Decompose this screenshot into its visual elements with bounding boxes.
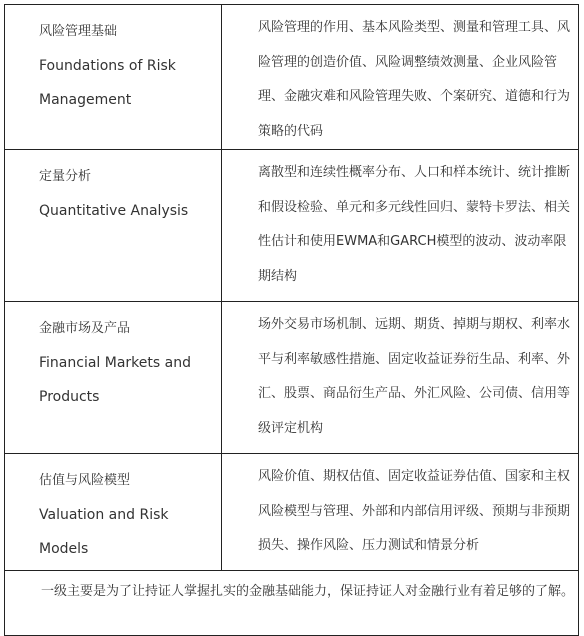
topic-name-en: Valuation and Risk Models bbox=[39, 507, 169, 557]
table-row bbox=[5, 571, 579, 636]
topic-name-zh: 估值与风险模型 bbox=[39, 473, 131, 488]
exam-topics-table bbox=[4, 4, 579, 636]
topic-name-en: Foundations of Risk Management bbox=[39, 58, 176, 108]
topic-content-cell: 风险价值、期权估值、固定收益证券估值、国家和主权风险模型与管理、外部和内部信用评级、预期与非预期损失、操作风险、压力测试和情景分析 bbox=[222, 454, 579, 571]
table-row bbox=[5, 150, 579, 302]
topic-name-en: Financial Markets and Products bbox=[39, 355, 191, 405]
summary-note: 一级主要是为了让持证人掌握扎实的金融基础能力，保证持证人对金融行业有着足够的了解。 bbox=[5, 571, 579, 636]
topic-name-cell bbox=[5, 150, 222, 302]
topic-content-cell: 风险管理的作用、基本风险类型、测量和管理工具、风险管理的创造价值、风险调整绩效测量、企业风险管理、金融灾难和风险管理失败、个案研究、道德和行为策略的代码 bbox=[222, 5, 579, 150]
topic-name-zh: 风险管理基础 bbox=[39, 24, 118, 39]
topic-content-cell: 离散型和连续性概率分布、人口和样本统计、统计推断和假设检验、单元和多元线性回归、蒙特卡罗法、相关性估计和使用EWMA和GARCH模型的波动、波动率限期结构 bbox=[222, 150, 579, 302]
topic-name-cell bbox=[5, 5, 222, 150]
table-row bbox=[5, 302, 579, 454]
topic-name-cell bbox=[5, 454, 222, 571]
topic-name-en: Quantitative Analysis bbox=[39, 203, 189, 219]
topic-content-cell: 场外交易市场机制、远期、期货、掉期与期权、利率水平与利率敏感性措施、固定收益证券衍生品、利率、外汇、股票、商品衍生产品、外汇风险、公司债、信用等级评定机构 bbox=[222, 302, 579, 454]
table-row bbox=[5, 454, 579, 571]
table-row bbox=[5, 5, 579, 150]
topic-name-zh: 定量分析 bbox=[39, 169, 92, 184]
topic-name-zh: 金融市场及产品 bbox=[39, 321, 131, 336]
topic-name-cell bbox=[5, 302, 222, 454]
